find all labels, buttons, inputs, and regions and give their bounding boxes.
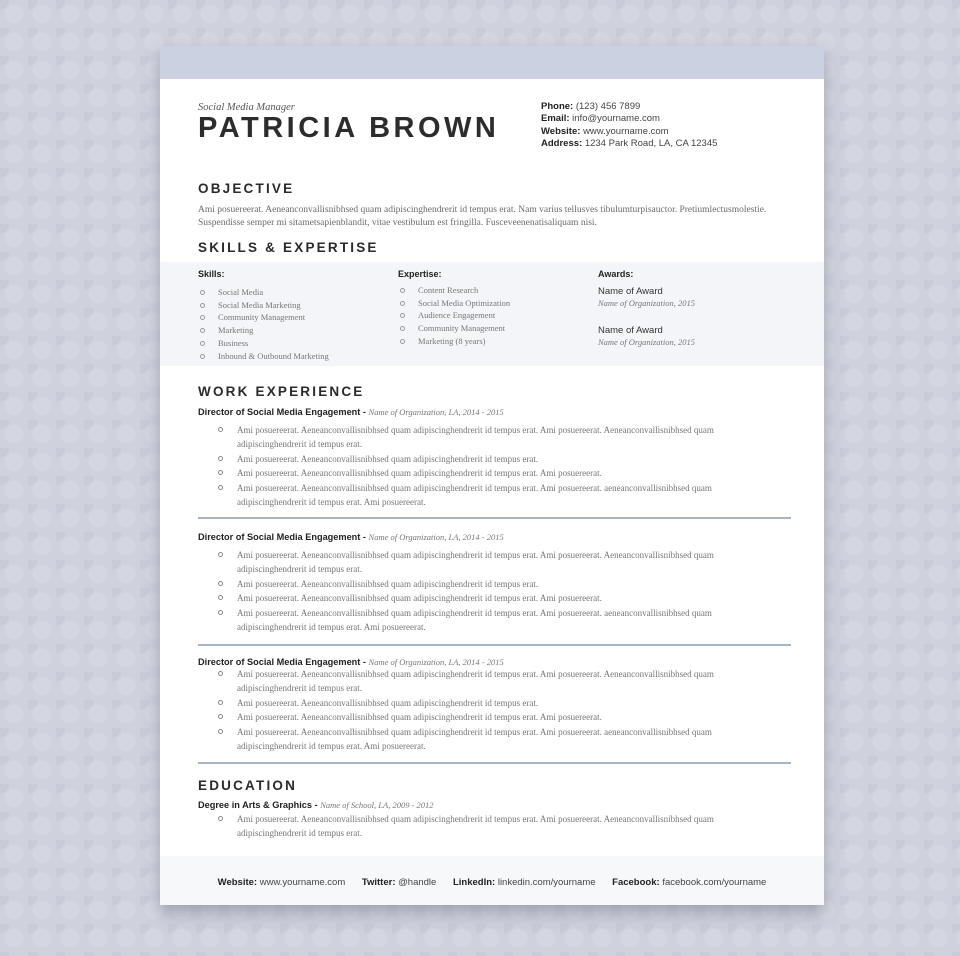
footer-linkedin[interactable] (453, 877, 596, 888)
footer-twitter-label: Twitter: (361, 877, 396, 888)
contact-phone-value: (123) 456 7899 (575, 101, 641, 112)
list-item: Ami posuereerat. Aeneanconvallisnibhsed quam adipiscinghendrerit id tempus erat. Ami posuereerat. aeneanconvallisnibhsed quam adipiscinghendrerit id tempus erat. Ami posuereerat. (198, 725, 737, 754)
footer-facebook[interactable] (612, 877, 766, 888)
award-name: Name of Award (598, 325, 663, 336)
footer-facebook-value: facebook.com/yourname (662, 877, 767, 888)
objective-text: Ami posuereerat. Aeneanconvallisnibhsed quam adipiscinghendrerit id tempus erat. Nam varius tellusves tibulumturpisauctor. Pretiumlectusmolestie. Suspendisse semper mi sitametsapienblandit, vitae vestibulum est fringilla. Fusceveenenatisaliquam nisi. (198, 205, 767, 228)
contact-phone-label: Phone: (541, 101, 574, 112)
list-item: Ami posuereerat. Aeneanconvallisnibhsed quam adipiscinghendrerit id tempus erat. Ami posuereerat. Aeneanconvallisnibhsed quam adipiscinghendrerit id tempus erat. (198, 423, 737, 452)
list-item: Social Media (198, 286, 329, 299)
job-subtitle: Social Media Manager (198, 102, 295, 113)
list-item: Social Media Optimization (398, 297, 510, 310)
skills-heading: SKILLS & EXPERTISE (198, 240, 379, 255)
contact-email-value: info@yourname.com (572, 113, 660, 125)
footer-website-label: Website: (217, 877, 258, 888)
list-item: Inbound & Outbound Marketing (198, 350, 329, 363)
list-item: Ami posuereerat. Aeneanconvallisnibhsed quam adipiscinghendrerit id tempus erat. Ami posuereerat. aeneanconvallisnibhsed quam adipiscinghendrerit id tempus erat. Ami posuereerat. (198, 606, 737, 635)
job-title: Director of Social Media Engagement - (198, 532, 366, 542)
list-item: Business (198, 337, 329, 350)
list-item: Marketing (198, 324, 329, 337)
section-divider (198, 644, 791, 646)
objective-heading: OBJECTIVE (198, 181, 295, 196)
footer-links (160, 877, 824, 888)
awards-title: Awards: (598, 269, 634, 279)
footer-website[interactable] (218, 877, 346, 888)
contact-address (541, 138, 717, 150)
job-title-line (198, 407, 792, 417)
footer-twitter-value: @handle (398, 877, 437, 888)
skills-list (198, 286, 329, 362)
education-entry (198, 800, 792, 841)
list-item: Audience Engagement (398, 309, 510, 322)
contact-address-label: Address: (541, 138, 583, 150)
contact-website (541, 126, 717, 138)
list-item: Content Research (398, 284, 510, 297)
expertise-column (398, 269, 510, 348)
list-item: Ami posuereerat. Aeneanconvallisnibhsed quam adipiscinghendrerit id tempus erat. Ami posuereerat. (198, 466, 737, 480)
footer-twitter[interactable] (362, 877, 436, 888)
footer-linkedin-label: LinkedIn: (452, 877, 496, 888)
skills-column (198, 269, 329, 362)
contact-block (541, 101, 717, 151)
award-org: Name of Organization, 2015 (598, 337, 695, 347)
footer-facebook-label: Facebook: (612, 877, 660, 888)
section-divider (198, 762, 791, 764)
job-organization: Name of Organization, LA, 2014 - 2015 (368, 407, 504, 417)
contact-email-label: Email: (541, 113, 570, 125)
job-entry (198, 532, 792, 634)
award-name: Name of Award (598, 286, 663, 297)
list-item: Ami posuereerat. Aeneanconvallisnibhsed quam adipiscinghendrerit id tempus erat. Ami posuereerat. Aeneanconvallisnibhsed quam adipiscinghendrerit id tempus erat. (198, 667, 737, 696)
list-item: Community Management (198, 311, 329, 324)
job-bullets (198, 548, 792, 634)
job-bullets (198, 423, 792, 509)
contact-website-value: www.yourname.com (583, 125, 669, 137)
school-name: Name of School, LA, 2009 - 2012 (320, 800, 434, 810)
contact-phone (541, 101, 717, 113)
list-item: Ami posuereerat. Aeneanconvallisnibhsed quam adipiscinghendrerit id tempus erat. Ami posuereerat. Aeneanconvallisnibhsed quam adipiscinghendrerit id tempus erat. (198, 812, 737, 841)
list-item: Ami posuereerat. Aeneanconvallisnibhsed quam adipiscinghendrerit id tempus erat. (198, 577, 737, 591)
education-bullets (198, 812, 792, 841)
job-title-line (198, 657, 792, 667)
top-color-bar (160, 46, 824, 79)
contact-website-label: Website: (541, 125, 581, 137)
degree-line (198, 800, 792, 810)
job-bullets (198, 667, 792, 753)
job-organization: Name of Organization, LA, 2014 - 2015 (368, 532, 504, 542)
award-org: Name of Organization, 2015 (598, 298, 695, 308)
list-item: Social Media Marketing (198, 299, 329, 312)
skills-title: Skills: (198, 269, 225, 279)
expertise-title: Expertise: (398, 269, 442, 279)
section-divider (198, 517, 791, 519)
job-organization: Name of Organization, LA, 2014 - 2015 (368, 657, 504, 667)
list-item: Ami posuereerat. Aeneanconvallisnibhsed quam adipiscinghendrerit id tempus erat. Ami posuereerat. (198, 591, 737, 605)
footer-website-value: www.yourname.com (259, 877, 346, 888)
awards-column (598, 269, 695, 364)
job-title: Director of Social Media Engagement - (198, 657, 366, 667)
contact-email (541, 113, 717, 125)
contact-address-value: 1234 Park Road, LA, CA 12345 (584, 138, 718, 150)
degree-title: Degree in Arts & Graphics - (198, 800, 318, 810)
resume-page (160, 46, 824, 905)
job-title: Director of Social Media Engagement - (198, 407, 366, 417)
expertise-list (398, 284, 510, 348)
job-title-line (198, 532, 792, 542)
list-item: Ami posuereerat. Aeneanconvallisnibhsed quam adipiscinghendrerit id tempus erat. Ami posuereerat. (198, 710, 737, 724)
footer-linkedin-value: linkedin.com/yourname (497, 877, 596, 888)
education-heading: EDUCATION (198, 778, 298, 793)
job-entry (198, 407, 792, 509)
list-item: Ami posuereerat. Aeneanconvallisnibhsed quam adipiscinghendrerit id tempus erat. Ami posuereerat. aeneanconvallisnibhsed quam adipiscinghendrerit id tempus erat. Ami posuereerat. (198, 481, 737, 510)
list-item: Marketing (8 years) (398, 335, 510, 348)
list-item: Community Management (398, 322, 510, 335)
work-heading: WORK EXPERIENCE (198, 384, 365, 399)
list-item: Ami posuereerat. Aeneanconvallisnibhsed quam adipiscinghendrerit id tempus erat. (198, 696, 737, 710)
job-entry (198, 657, 792, 753)
list-item: Ami posuereerat. Aeneanconvallisnibhsed quam adipiscinghendrerit id tempus erat. (198, 452, 737, 466)
list-item: Ami posuereerat. Aeneanconvallisnibhsed quam adipiscinghendrerit id tempus erat. Ami posuereerat. Aeneanconvallisnibhsed quam adipiscinghendrerit id tempus erat. (198, 548, 737, 577)
candidate-name: PATRICIA BROWN (198, 112, 500, 144)
